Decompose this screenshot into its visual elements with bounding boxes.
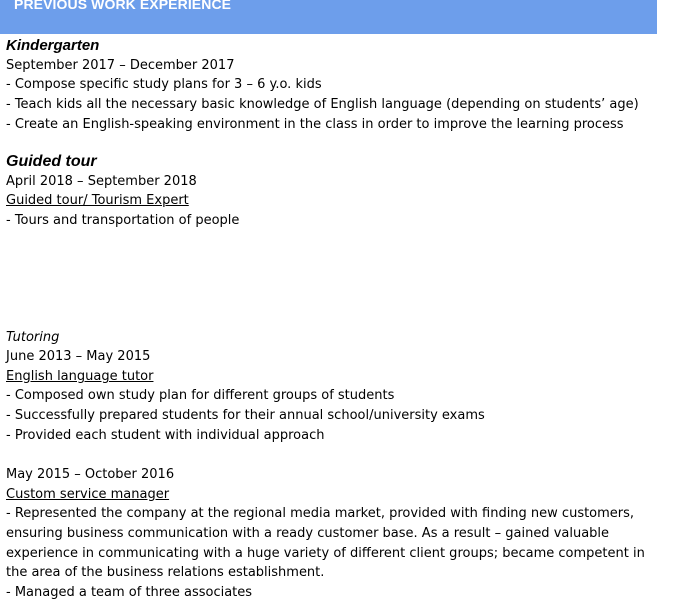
job-bullet: - Successfully prepared students for their annual school/university exams bbox=[6, 408, 485, 423]
job-bullet: - Tours and transportation of people bbox=[6, 213, 240, 228]
job-role-service-manager: Custom service manager bbox=[6, 487, 170, 502]
job-title-tutoring: Tutoring bbox=[6, 330, 60, 345]
job-dates-guided-tour: April 2018 – September 2018 bbox=[6, 174, 197, 189]
job-dates-tutoring: June 2013 – May 2015 bbox=[6, 349, 151, 364]
job-description-line: experience in communicating with a huge variety of different client groups; became competent in bbox=[6, 546, 645, 561]
job-bullet: - Composed own study plan for different groups of students bbox=[6, 388, 395, 403]
job-dates-kindergarten: September 2017 – December 2017 bbox=[6, 58, 235, 73]
job-dates-service-manager: May 2015 – October 2016 bbox=[6, 467, 175, 482]
job-role-tutoring: English language tutor bbox=[6, 369, 154, 384]
job-bullet: - Teach kids all the necessary basic knowledge of English language (depending on students’ age) bbox=[6, 97, 639, 112]
job-title-kindergarten: Kindergarten bbox=[6, 37, 100, 54]
job-description-line: ensuring business communication with a ready customer base. As a result – gained valuable bbox=[6, 526, 610, 541]
job-role-guided-tour: Guided tour/ Tourism Expert bbox=[6, 193, 189, 208]
section-header bbox=[0, 0, 657, 34]
job-bullet: - Create an English-speaking environment in the class in order to improve the learning process bbox=[6, 117, 624, 132]
job-bullet: - Provided each student with individual approach bbox=[6, 428, 325, 443]
job-bullet: - Managed a team of three associates bbox=[6, 585, 253, 600]
job-description-line: the area of the business relations establishment. bbox=[6, 565, 325, 580]
job-description-line: - Represented the company at the regional media market, provided with finding new customers, bbox=[6, 506, 635, 521]
job-title-guided-tour: Guided tour bbox=[6, 153, 97, 170]
job-bullet: - Compose specific study plans for 3 – 6 y.o. kids bbox=[6, 77, 322, 92]
section-title: PREVIOUS WORK EXPERIENCE bbox=[14, 0, 232, 12]
